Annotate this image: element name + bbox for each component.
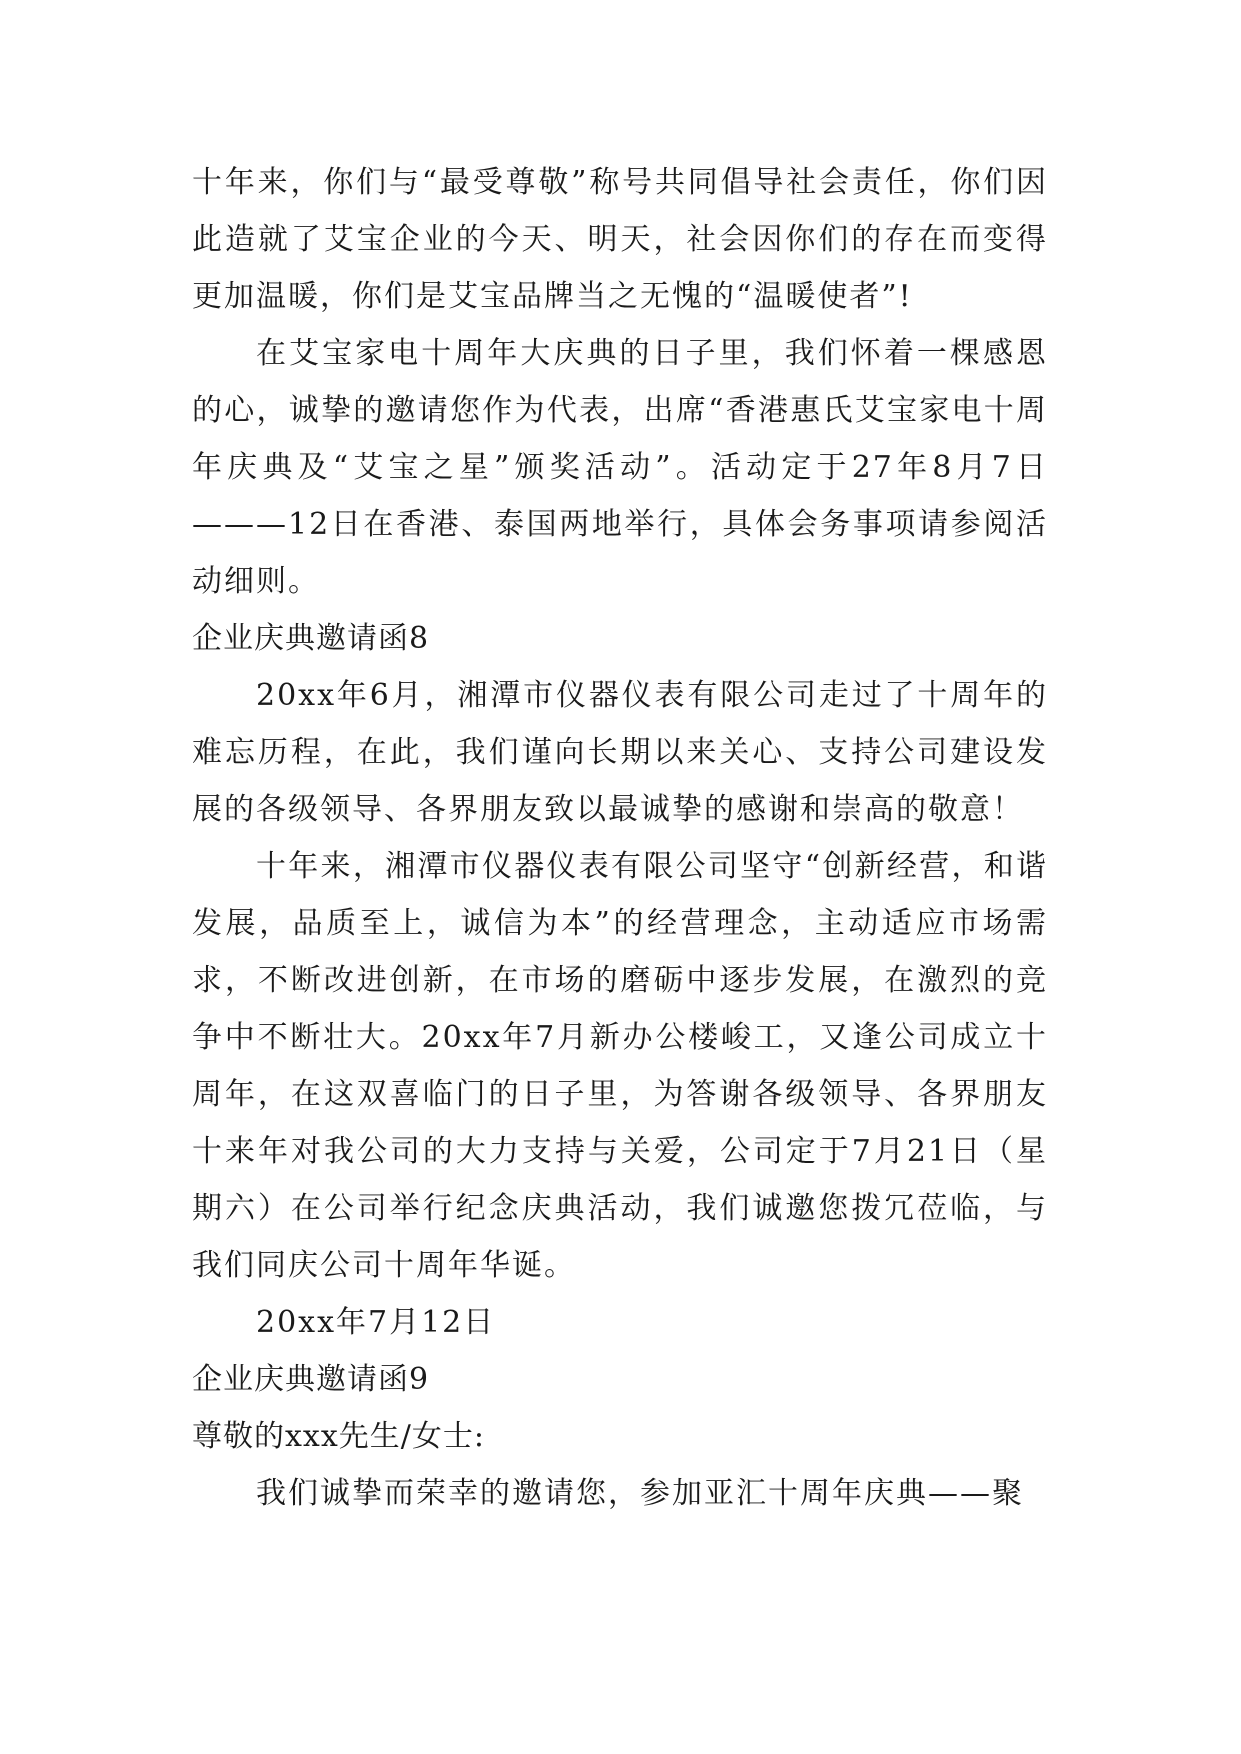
section-heading-8: 企业庆典邀请函8 <box>192 621 430 656</box>
paragraph-5: 我们诚挚而荣幸的邀请您，参加亚汇十周年庆典——聚 <box>256 1476 1024 1511</box>
paragraph-1: 十年来，你们与“最受尊敬”称号共同倡导社会责任，你们因此造就了艾宝企业的今天、明天，社会因你们的存在而变得更加温暖，你们是艾宝品牌当之无愧的“温暖使者”! <box>192 165 1048 314</box>
date-line: 20xx年7月12日 <box>256 1305 496 1340</box>
salutation: 尊敬的xxx先生/女士: <box>192 1419 485 1454</box>
paragraph-4: 十年来，湘潭市仪器仪表有限公司坚守“创新经营，和谐发展，品质至上，诚信为本”的经营理念，主动适应市场需求，不断改进创新，在市场的磨砺中逐步发展，在激烈的竞争中不断壮大。20xx年7月新办公楼峻工，又逢公司成立十周年，在这双喜临门的日子里，为答谢各级领导、各界朋友十来年对我公司的大力支持与关爱，公司定于7月21日（星期六）在公司举行纪念庆典活动，我们诚邀您拨冗莅临，与我们同庆公司十周年华诞。 <box>192 849 1048 1283</box>
document-body <box>192 154 1048 1522</box>
paragraph-2: 在艾宝家电十周年大庆典的日子里，我们怀着一棵感恩的心，诚挚的邀请您作为代表，出席“香港惠氏艾宝家电十周年庆典及“艾宝之星”颁奖活动”。活动定于27年8月7日———12日在香港、泰国两地举行，具体会务事项请参阅活动细则。 <box>192 336 1048 599</box>
paragraph-3: 20xx年6月，湘潭市仪器仪表有限公司走过了十周年的难忘历程，在此，我们谨向长期以来关心、支持公司建设发展的各级领导、各界朋友致以最诚挚的感谢和崇高的敬意！ <box>192 678 1048 827</box>
section-heading-9: 企业庆典邀请函9 <box>192 1362 430 1397</box>
